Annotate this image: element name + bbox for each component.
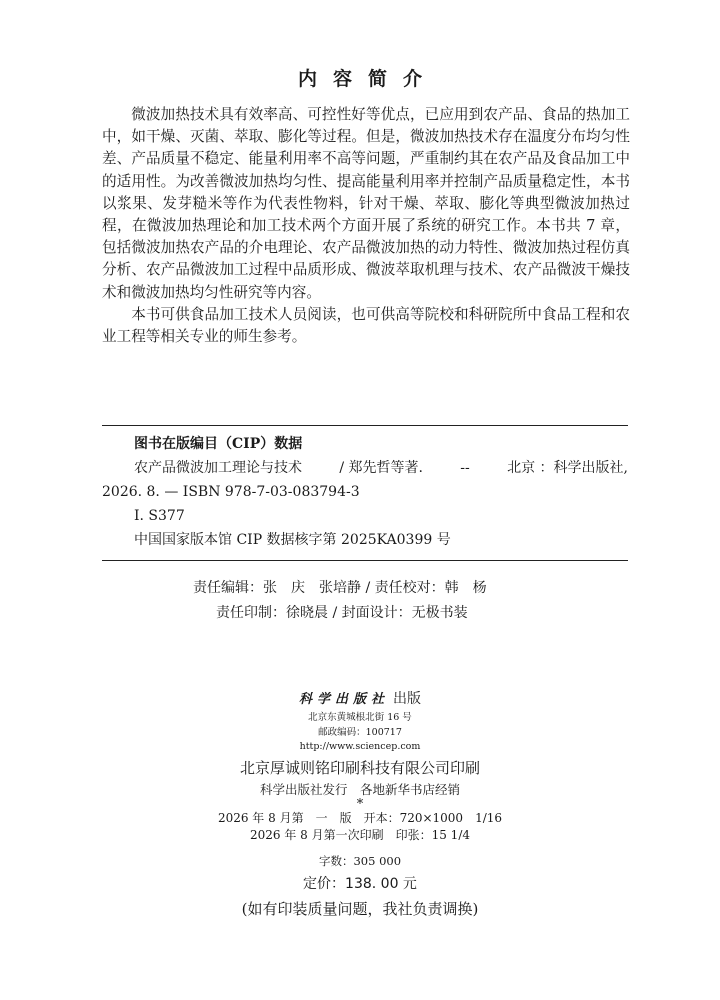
- publisher-logo: 科学出版社: [298, 692, 389, 707]
- editor-proofreader-line: 责任编辑：张 庆 张培静 / 责任校对：韩 杨: [193, 580, 487, 596]
- publisher-address: 北京东黄城根北街 16 号: [308, 712, 412, 723]
- print-specs: [0, 810, 720, 844]
- cip-isbn-line: 2026. 8. — ISBN 978-7-03-083794-3: [102, 484, 360, 500]
- edition-format: 2026 年 8 月第 一 版 开本：720×1000 1/16: [217, 810, 503, 825]
- cip-author: / 郑先哲等著.: [339, 460, 423, 476]
- word-count: 字数：305 000: [318, 853, 402, 868]
- cip-publisher-place: 北京 ：科学出版社,: [507, 460, 628, 476]
- cip-line-1: [134, 456, 628, 480]
- cip-classification: Ⅰ. S377: [134, 508, 185, 524]
- publisher-line: [0, 688, 720, 711]
- page-title: 内容简介: [297, 68, 438, 90]
- cip-book-title: 农产品微波加工理论与技术: [134, 460, 302, 476]
- publish-word: 出版: [393, 691, 421, 707]
- cip-data-block: [102, 425, 628, 561]
- printer: 北京厚诚则铭印刷科技有限公司印刷: [239, 758, 480, 777]
- colophon: [0, 688, 720, 921]
- separator-star: *: [356, 796, 364, 812]
- printing-cover-line: 责任印制：徐晓晨 / 封面设计：无极书装: [216, 605, 468, 621]
- cip-record-number: 中国国家版本馆 CIP 数据核字第 2025KA0399 号: [134, 532, 451, 548]
- publisher-url: http://www.sciencep.com: [299, 741, 421, 752]
- quality-note: (如有印装质量问题，我社负责调换): [241, 899, 479, 918]
- postcode: 邮政编码：100717: [318, 726, 402, 738]
- introduction: [102, 104, 630, 348]
- intro-paragraph-1: 微波加热技术具有效率高、可控性好等优点，已应用到农产品、食品的热加工中，如干燥、灭菌、萃取、膨化等过程。但是，微波加热技术存在温度分布均匀性差、产品质量不稳定、能量利用率不高等问题，严重制约其在农产品及食品加工中的适用性。为改善微波加热均匀性、提高能量利用率并控制产品质量稳定性，本书以浆果、发芽糙米等作为代表性物料，针对干燥、萃取、膨化等典型微波加热过程，在微波加热理论和加工技术两个方面开展了系统的研究工作。本书共 7 章，包括微波加热农产品的介电理论、农产品微波加热的动力特性、微波加热过程仿真分析、农产品微波加工过程中品质形成、微波萃取机理与技术、农产品微波干燥技术和微波加热均匀性研究等内容。: [102, 106, 630, 301]
- distribution: 科学出版社发行 各地新华书店经销: [259, 781, 460, 797]
- printing-sheets: 2026 年 8 月第一次印刷 印张：15 1/4: [249, 827, 470, 842]
- cip-separator: --: [460, 460, 470, 476]
- price: 定价：138. 00 元: [303, 875, 417, 892]
- cip-heading: 图书在版编目（CIP）数据: [134, 436, 303, 452]
- intro-paragraph-2: 本书可供食品加工技术人员阅读，也可供高等院校和科研院所中食品工程和农业工程等相关专业的师生参考。: [102, 305, 630, 346]
